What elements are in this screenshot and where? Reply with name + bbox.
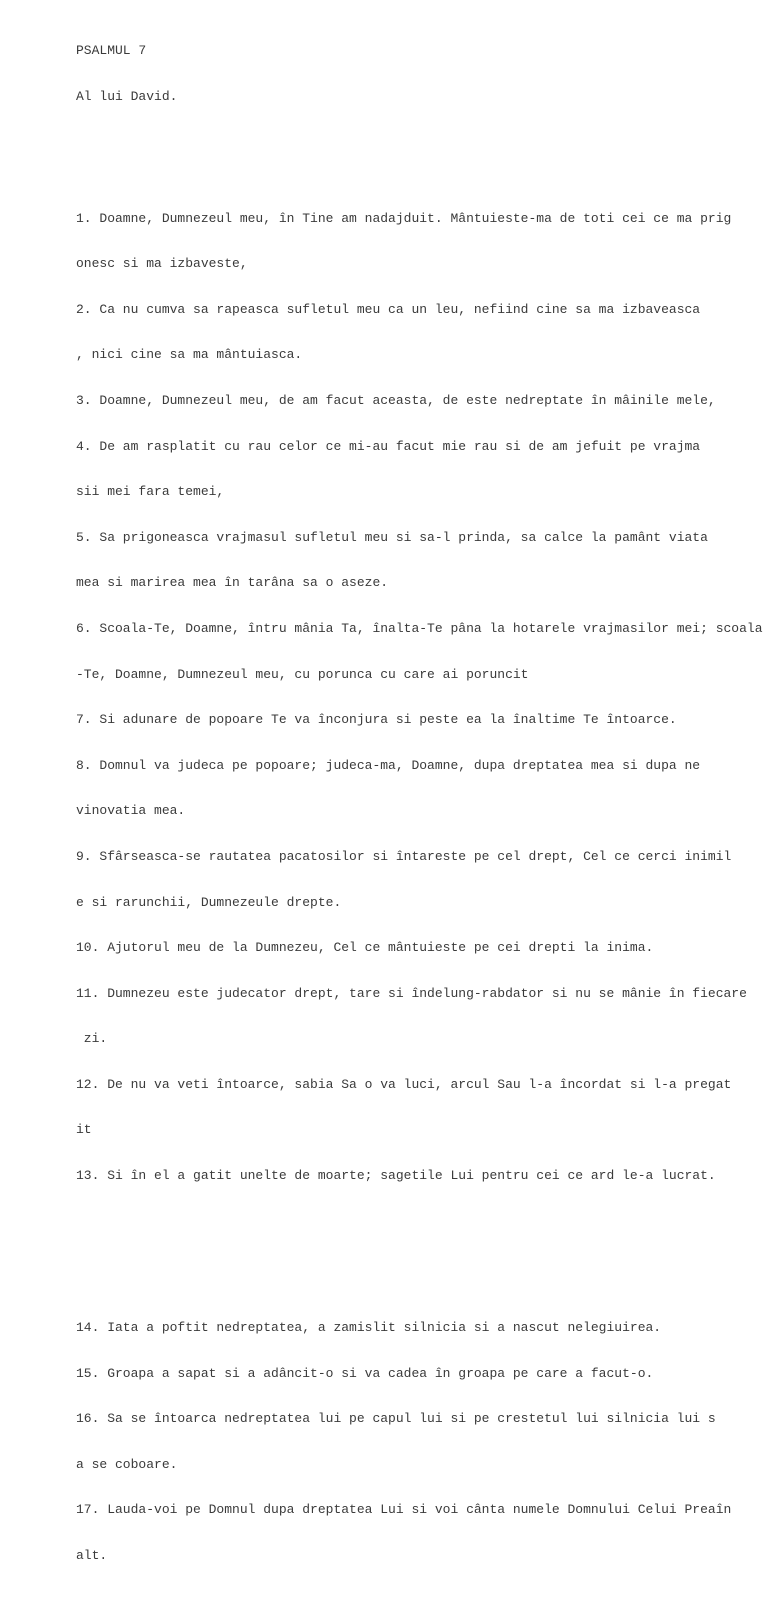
text-line: -Te, Doamne, Dumnezeul meu, cu porunca cu care ai poruncit: [76, 666, 529, 682]
text-line: alt.: [76, 1548, 108, 1564]
verses-section-2: [76, 1290, 756, 1594]
text-line: 11. Dumnezeu este judecator drept, tare si îndelung-rabdator si nu se mânie în fiecare: [76, 985, 747, 1001]
text-line: 1. Doamne, Dumnezeul meu, în Tine am nadajduit. Mântuieste-ma de toti cei ce ma prig: [76, 210, 732, 226]
text-line: 15. Groapa a sapat si a adâncit-o si va cadea în groapa pe care a facut-o.: [76, 1365, 654, 1381]
document-subtitle: Al lui David.: [76, 89, 178, 104]
text-line: a se coboare.: [76, 1456, 178, 1472]
document-title: PSALMUL 7: [76, 43, 147, 59]
text-line: 2. Ca nu cumva sa rapeasca sufletul meu ca un leu, nefiind cine sa ma izbaveasca: [76, 301, 701, 317]
text-line: sii mei fara temei,: [76, 484, 225, 500]
text-line: 9. Sfârseasca-se rautatea pacatosilor si întareste pe cel drept, Cel ce cerci inimil: [76, 848, 732, 864]
text-line: 12. De nu va veti întoarce, sabia Sa o va luci, arcul Sau l-a încordat si l-a pregat: [76, 1076, 732, 1092]
verses-section-1: [76, 180, 763, 1213]
text-line: 8. Domnul va judeca pe popoare; judeca-ma, Doamne, dupa dreptatea mea si dupa ne: [76, 757, 701, 773]
text-line: 16. Sa se întoarca nedreptatea lui pe capul lui si pe crestetul lui silnicia lui s: [76, 1411, 716, 1427]
text-line: 6. Scoala-Te, Doamne, întru mânia Ta, înalta-Te pâna la hotarele vrajmasilor mei; scoala: [76, 620, 763, 636]
document-body: [76, 13, 763, 1609]
text-line: , nici cine sa ma mântuiasca.: [76, 347, 303, 363]
text-line: 5. Sa prigoneasca vrajmasul sufletul meu si sa-l prinda, sa calce la pamânt viata: [76, 529, 708, 545]
text-line: 10. Ajutorul meu de la Dumnezeu, Cel ce mântuieste pe cei drepti la inima.: [76, 940, 654, 956]
text-line: vinovatia mea.: [76, 803, 186, 819]
text-line: 13. Si în el a gatit unelte de moarte; sagetile Lui pentru cei ce ard le-a lucrat.: [76, 1168, 716, 1184]
text-line: 3. Doamne, Dumnezeul meu, de am facut aceasta, de este nedreptate în mâinile mele,: [76, 392, 716, 408]
paragraph-gap: [76, 1244, 756, 1259]
text-line: onesc si ma izbaveste,: [76, 256, 248, 272]
text-line: mea si marirea mea în tarâna sa o aseze.: [76, 575, 389, 591]
text-line: zi.: [76, 1031, 108, 1047]
text-line: 7. Si adunare de popoare Te va înconjura si peste ea la înaltime Te întoarce.: [76, 712, 677, 728]
text-line: 4. De am rasplatit cu rau celor ce mi-au facut mie rau si de am jefuit pe vrajma: [76, 438, 701, 454]
text-line: 17. Lauda-voi pe Domnul dupa dreptatea Lui si voi cânta numele Domnului Celui Preaîn: [76, 1502, 732, 1518]
text-line: e si rarunchii, Dumnezeule drepte.: [76, 894, 342, 910]
text-line: it: [76, 1122, 92, 1138]
paragraph-gap: [76, 135, 756, 150]
text-line: 14. Iata a poftit nedreptatea, a zamislit silnicia si a nascut nelegiuirea.: [76, 1320, 662, 1336]
